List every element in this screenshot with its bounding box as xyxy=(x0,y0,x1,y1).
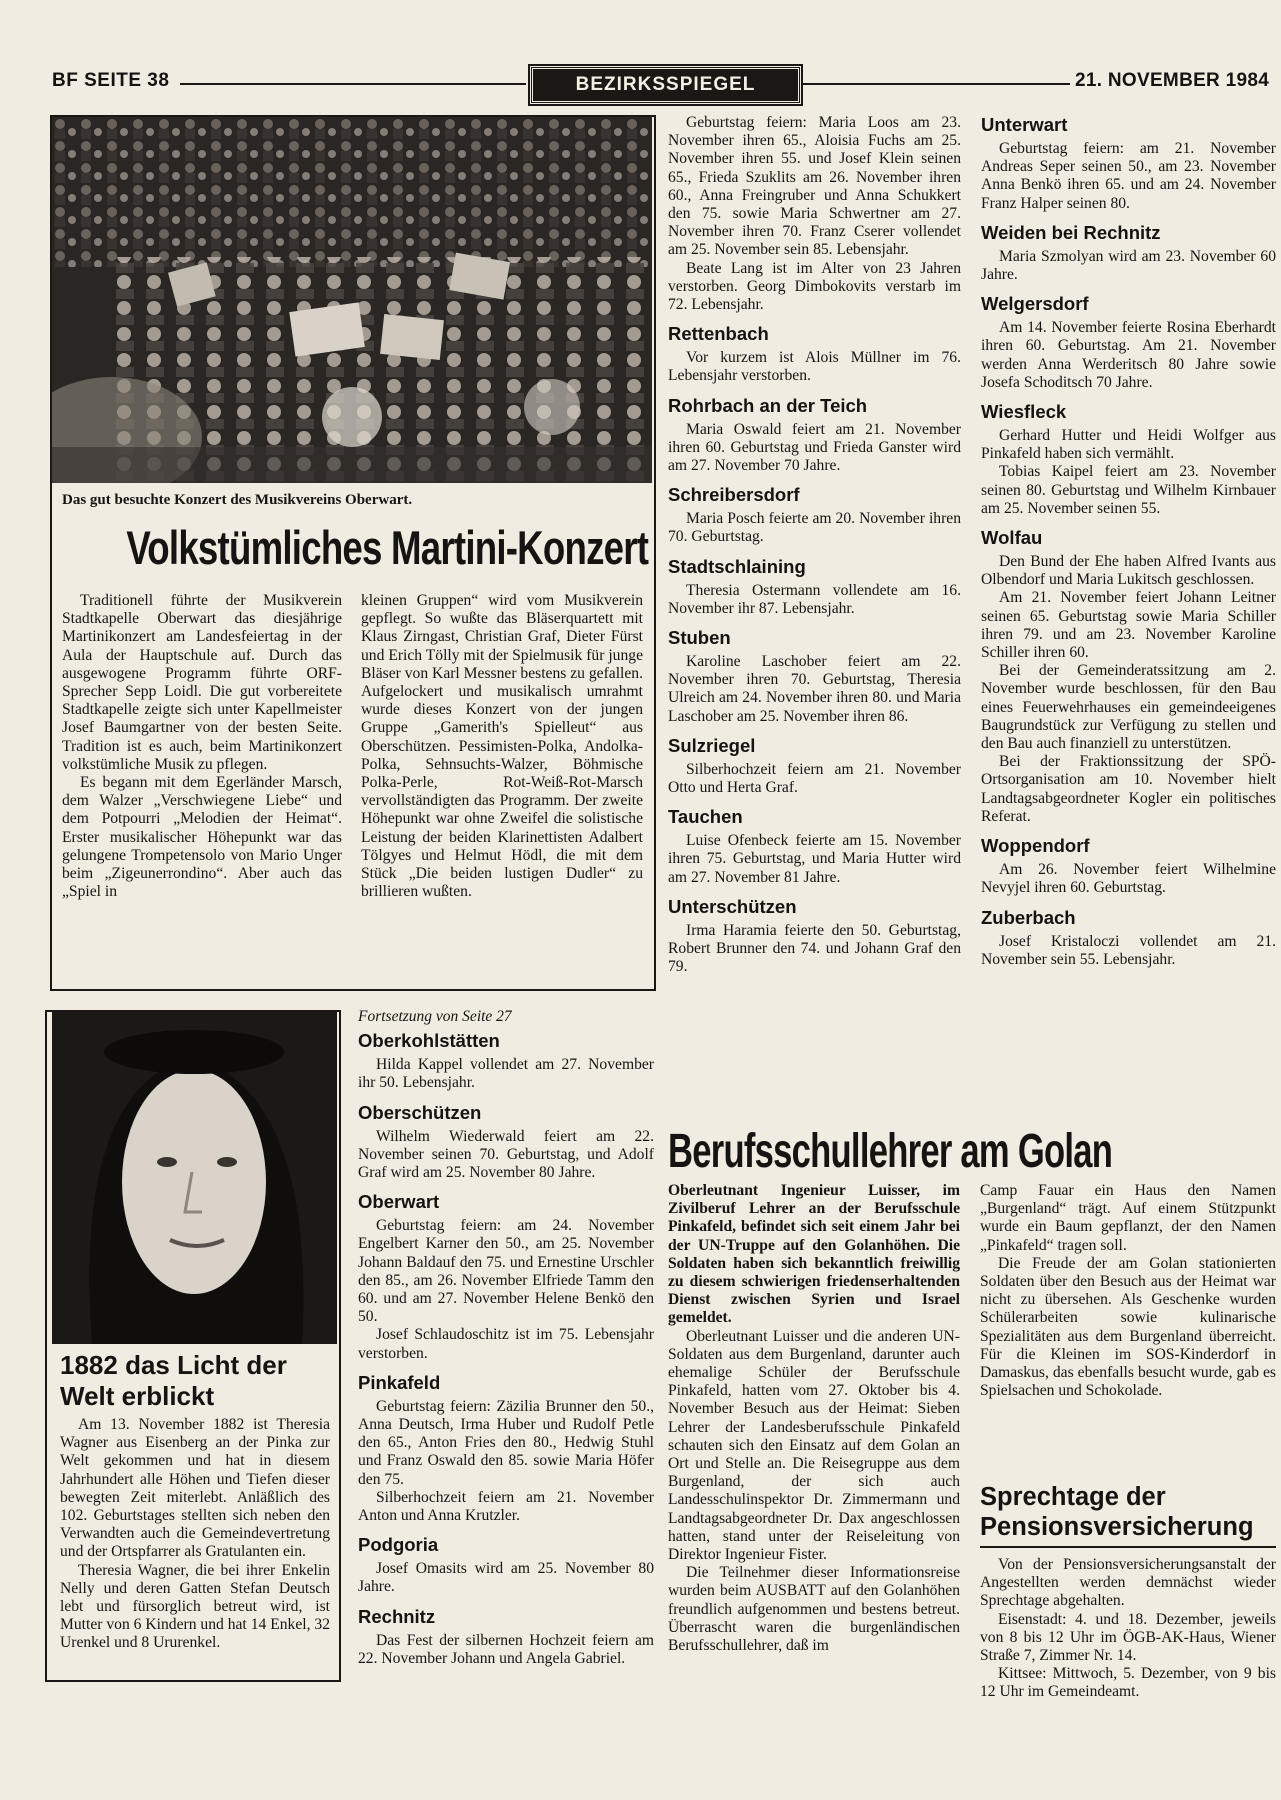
news-paragraph: Silberhochzeit feiern am 21. November Anton und Anna Krutzler. xyxy=(358,1488,654,1525)
town-heading: Unterschützen xyxy=(668,895,797,917)
town-heading: Zuberbach xyxy=(981,906,1076,928)
town-heading: Rettenbach xyxy=(668,323,769,345)
news-paragraph: Das Fest der silbernen Hochzeit feiern am 22. November Johann und Angela Gabriel. xyxy=(358,1631,654,1667)
news-paragraph: Maria Posch feierte am 20. November ihren 70. Geburtstag. xyxy=(668,510,961,546)
town-heading: Pinkafeld xyxy=(358,1371,441,1393)
birthday-paragraph: Am 13. November 1882 ist Theresia Wagner aus Eisenberg an der Pinka zur Welt gekommen und hat in diesem Jahrhundert alle Höhen und Tiefen dieser bewegten Zeit miterlebt. Anläßlich des 102. Geburtstages stellten sich neben den Verwandten auch die Gemeindevertretung und der Ortspfarrer als Gratulanten ein. xyxy=(60,1416,330,1561)
concert-paragraph: Traditionell führte der Musikverein Stadtkapelle Oberwart das diesjährige Martinikonzert am Landesfeiertag in der Aula der Hauptschule auf. Durch das ausgewogene Programm führte ORF-Sprecher Sepp Loidl. Die gut vorbereitete Stadtkapelle zeigte sich unter Kapellmeister Josef Baumgartner von der besten Seite. Tradition ist es auch, beim Martinikonzert volkstümliche Musik zu pflegen. xyxy=(62,592,342,773)
birthday-headline: 1882 das Licht der Welt erblickt xyxy=(60,1350,287,1411)
news-paragraph: Karoline Laschober feiert am 22. November ihren 70. Geburtstag, Theresia Ulreich am 24. November ihren 80. und Maria Laschober am 25. November ihren 86. xyxy=(668,653,961,725)
birthday-text xyxy=(60,1416,330,1653)
golan-lead: Oberleutnant Ingenieur Luisser, im Zivilberuf Lehrer an der Berufsschule Pinkafeld, befindet sich seit einem Jahr bei der UN-Truppe auf den Golanhöhen. Die Soldaten haben sich bekanntlich freiwillig zu diesem schwierigen friedenserhaltenden Dienst zwischen Syrien und Israel gemeldet. xyxy=(668,1182,960,1327)
golan-column-2 xyxy=(980,1182,1276,1400)
town-heading: Welgersdorf xyxy=(981,293,1089,315)
news-paragraph: Am 21. November feiert Johann Leitner seinen 65. Geburtstag sowie Maria Schiller ihren 79. und am 23. November Karoline Schiller ihren 60. xyxy=(981,589,1276,662)
news-paragraph: Geburtstag feiern: am 24. November Engelbert Karner den 50., am 25. November Johann Baldauf den 75. und Ernestine Urschler den 85., am 26. November Elfriede Tamm den 60. und am 27. November Helene Benkö den 50. xyxy=(358,1217,654,1326)
news-paragraph: Beate Lang ist im Alter von 23 Jahren verstorben. Georg Dimbokovits verstarb im 72. Lebensjahr. xyxy=(668,259,961,314)
page-number: BF SEITE 38 xyxy=(52,70,170,91)
town-heading: Wiesfleck xyxy=(981,401,1067,423)
golan-paragraph: Die Teilnehmer dieser Informationsreise wurden beim AUSBATT auf den Golanhöhen freundlich aufgenommen und bestens betreut. Überrascht waren die burgenländischen Berufsschullehrer, daß im xyxy=(668,1564,960,1655)
birthday-paragraph: Theresia Wagner, die bei ihrer Enkelin Nelly und deren Gatten Stefan Deutsch lebt und fürsorglich betreut wird, ist Mutter von 6 Kindern und hat 14 Enkel, 32 Urenkel und 8 Ururenkel. xyxy=(60,1561,330,1652)
concert-photo-caption: Das gut besuchte Konzert des Musikvereins Oberwart. xyxy=(62,492,413,508)
town-heading: Podgoria xyxy=(358,1534,439,1556)
town-heading: Oberwart xyxy=(358,1191,440,1213)
golan-paragraph: Oberleutnant Luisser und die anderen UN-Soldaten aus dem Burgenland, darunter auch ehemalige Schüler der Berufsschule Pinkafeld, hatten vom 27. Oktober bis 4. November Besuch aus der Heimat: Sieben Lehrer der Landesberufsschule Pinkafeld schauten sich den Einsatz auf dem Golan an Ort und Stelle an. Die Reisegruppe aus dem Burgenland, der sich auch Landesschulinspektor Dr. Zimmermann und Landtagsabgeordneter Dr. Dax angeschlossen hatten, stand unter der Reiseleitung von Direktor Ingenieur Fister. xyxy=(668,1327,960,1564)
local-news-column-a xyxy=(668,114,961,977)
portrait-photo-image xyxy=(52,1012,337,1344)
news-paragraph: Maria Oswald feiert am 21. November ihren 60. Geburtstag und Frieda Ganster wird am 27. November 70 Jahre. xyxy=(668,420,961,475)
concert-column-2 xyxy=(361,592,643,901)
golan-column-1 xyxy=(668,1182,960,1655)
concert-headline: Volkstümliches Martini-Konzert xyxy=(126,521,649,574)
town-heading: Rohrbach an der Teich xyxy=(668,394,868,416)
issue-date: 21. NOVEMBER 1984 xyxy=(1075,70,1270,91)
news-paragraph: Am 26. November feiert Wilhelmine Nevyjel ihren 60. Geburtstag. xyxy=(981,861,1276,897)
news-paragraph: Maria Szmolyan wird am 23. November 60 Jahre. xyxy=(981,247,1276,284)
concert-column-1 xyxy=(62,592,342,901)
golan-paragraph: Die Freude der am Golan stationierten Soldaten über den Besuch aus der Heimat war nicht zu übersehen. Als Geschenke wurden Schülerarbeiten sowie kulinarische Spezialitäten aus dem Burgenland überreicht. Für die Kleinen im SOS-Kinderdorf in Damaskus, das ebenfalls besucht wurde, gab es Spielsachen und Schokolade. xyxy=(980,1254,1276,1400)
town-heading: Tauchen xyxy=(668,806,743,828)
local-news-column-middle xyxy=(358,1008,654,1668)
news-paragraph: Josef Kristaloczi vollendet am 21. November sein 55. Lebensjahr. xyxy=(981,932,1276,968)
town-heading: Stuben xyxy=(668,627,731,649)
pension-paragraph: Kittsee: Mittwoch, 5. Dezember, von 9 bis 12 Uhr im Gemeindeamt. xyxy=(980,1665,1276,1701)
news-paragraph: Geburtstag feiern: Zäzilia Brunner den 50., Anna Deutsch, Irma Huber und Rudolf Petle den 65., Anton Fries den 80., Hedwig Stuhl und Franz Oswald den 85. sowie Maria Höfer den 75. xyxy=(358,1397,654,1488)
pension-text xyxy=(980,1556,1276,1702)
news-paragraph: Irma Haramia feierte den 50. Geburtstag, Robert Brunner den 74. und Johann Graf den 79. xyxy=(668,921,961,976)
local-news-column-b xyxy=(981,114,1276,969)
header-rule-right xyxy=(800,83,1070,85)
town-heading: Woppendorf xyxy=(981,835,1090,857)
news-paragraph: Bei der Fraktionssitzung der SPÖ-Ortsorganisation am 10. November hielt Landtagsabgeordneter Kogler ein politisches Referat. xyxy=(981,753,1276,825)
town-heading: Schreibersdorf xyxy=(668,484,800,506)
news-paragraph: Geburtstag feiern: am 21. November Andreas Seper seinen 50., am 23. November Anna Benkö ihren 65. und am 24. November Franz Halper seinen 80. xyxy=(981,140,1276,212)
concert-photo-image xyxy=(52,117,652,483)
continued-note: Fortsetzung von Seite 27 xyxy=(358,1008,512,1025)
town-heading: Stadtschlaining xyxy=(668,555,806,577)
town-heading: Oberkohlstätten xyxy=(358,1030,500,1052)
portrait-photo xyxy=(52,1012,337,1344)
pension-paragraph: Eisenstadt: 4. und 18. Dezember, jeweils von 8 bis 12 Uhr im ÖGB-AK-Haus, Wiener Straße 7, Zimmer Nr. 14. xyxy=(980,1610,1276,1665)
town-heading: Sulzriegel xyxy=(668,734,756,756)
pension-paragraph: Von der Pensionsversicherungsanstalt der Angestellten werden demnächst wieder Sprechtage abgehalten. xyxy=(980,1556,1276,1610)
news-paragraph: Hilda Kappel vollendet am 27. November ihr 50. Lebensjahr. xyxy=(358,1056,654,1092)
town-heading: Unterwart xyxy=(981,114,1068,135)
pension-headline: Sprechtage der Pensionsversicherung xyxy=(980,1483,1254,1541)
section-title: BEZIRKSSPIEGEL xyxy=(530,66,801,104)
header-rule-left xyxy=(180,83,526,85)
town-heading: Oberschützen xyxy=(358,1101,482,1123)
town-heading: Wolfau xyxy=(981,527,1043,549)
news-paragraph: Josef Omasits wird am 25. November 80 Jahre. xyxy=(358,1560,654,1596)
news-paragraph: Wilhelm Wiederwald feiert am 22. November seinen 70. Geburtstag, und Adolf Graf wird am 25. November 80 Jahre. xyxy=(358,1127,654,1182)
news-paragraph: Theresia Ostermann vollendete am 16. November ihr 87. Lebensjahr. xyxy=(668,581,961,617)
concert-paragraph: kleinen Gruppen“ wird vom Musikverein gepflegt. So wußte das Bläserquartett mit Klaus Zirngast, Christian Graf, Dieter Fürst und Erich Tölly mit der Spielmusik für junge Bläser von Karl Messner bestens zu gefallen. Aufgelockert und musikalisch umrahmt wurde dieses Konzert von der jungen Gruppe „Gamerith's Spielleut“ aus Oberschützen. Pessimisten-Polka, Andolka-Polka, Sehnsuchts-Walzer, Böhmische Polka-Perle, Rot-Weiß-Rot-Marsch vervollständigten das Programm. Der zweite Höhepunkt war ohne Zweifel die solistische Leistung der beiden Klarinettisten Adalbert Tölgyes und Helmut Hödl, die mit dem Stück „Die beiden lustigen Dudler“ zu brillieren wußten. xyxy=(361,592,643,901)
pension-rule xyxy=(980,1546,1276,1548)
news-paragraph: Josef Schlaudoschitz ist im 75. Lebensjahr verstorben. xyxy=(358,1326,654,1362)
town-heading: Rechnitz xyxy=(358,1605,436,1627)
news-paragraph: Tobias Kaipel feiert am 23. November seinen 80. Geburtstag und Wilhelm Kirnbauer am 25. November seinen 55. xyxy=(981,463,1276,517)
news-paragraph: Geburtstag feiern: Maria Loos am 23. November ihren 65., Aloisia Fuchs am 25. November ihren 55. und Josef Klein seinen 65., Frieda Szuklits am 26. November ihren 60., Anna Freingruber und Anna Schukkert den 75. sowie Maria Schwertner am 27. November ihren 70. Franz Cserer vollendet am 25. November sein 85. Lebensjahr. xyxy=(668,114,961,259)
news-paragraph: Silberhochzeit feiern am 21. November Otto und Herta Graf. xyxy=(668,760,961,797)
news-paragraph: Gerhard Hutter und Heidi Wolfger aus Pinkafeld haben sich vermählt. xyxy=(981,427,1276,463)
news-paragraph: Bei der Gemeinderatssitzung am 2. November wurde beschlossen, für den Bau eines Feuerwehrhauses ein gemeindeeigenes Baugrundstück zur Verfügung zu stellen und den Bau auch finanziell zu unterstützen. xyxy=(981,662,1276,753)
golan-headline: Berufsschullehrer am Golan xyxy=(668,1125,1113,1178)
news-paragraph: Vor kurzem ist Alois Müllner im 76. Lebensjahr verstorben. xyxy=(668,349,961,385)
golan-paragraph: Camp Fauar ein Haus den Namen „Burgenland“ trägt. Auf einem Stützpunkt wurde ein Baum gepflanzt, der den Namen „Pinkafeld“ tragen soll. xyxy=(980,1182,1276,1254)
town-heading: Weiden bei Rechnitz xyxy=(981,221,1161,243)
news-paragraph: Luise Ofenbeck feierte am 15. November ihren 75. Geburtstag, und Maria Hutter wird am 27. November 81 Jahre. xyxy=(668,832,961,886)
concert-photo xyxy=(52,117,652,483)
concert-paragraph: Es begann mit dem Egerländer Marsch, dem Walzer „Verschwiegene Liebe“ und dem Potpourri „Melodien der Heimat“. Erster musikalischer Höhepunkt war das gelungene Trompetensolo von Mario Unger beim „Zigeunerrondino“. Aber auch das „Spiel in xyxy=(62,774,342,901)
news-paragraph: Den Bund der Ehe haben Alfred Ivants aus Olbendorf und Maria Lukitsch geschlossen. xyxy=(981,553,1276,589)
news-paragraph: Am 14. November feierte Rosina Eberhardt ihren 60. Geburtstag. Am 21. November werden Anna Werderitsch 80 Jahre sowie Josefa Schoditsch 70 Jahre. xyxy=(981,319,1276,391)
